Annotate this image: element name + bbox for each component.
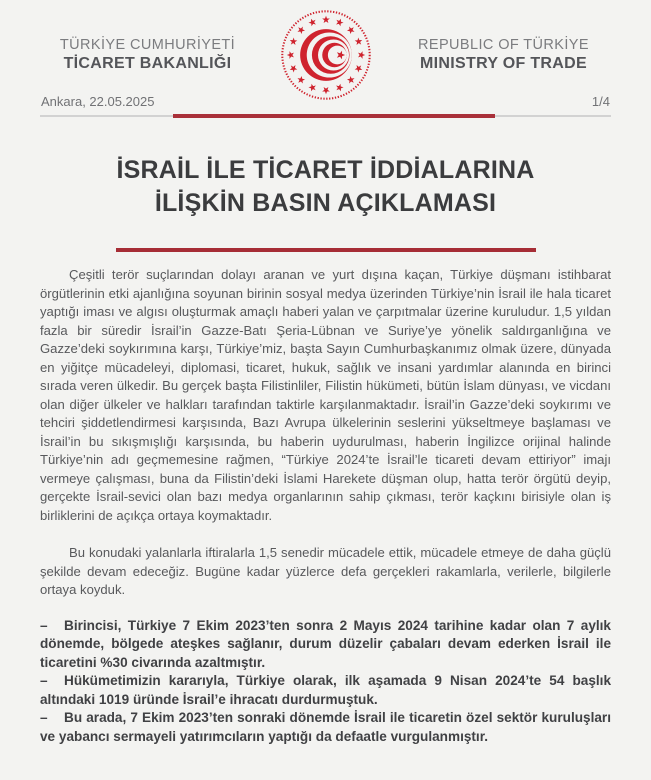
bullet-text: Bu arada, 7 Ekim 2023’ten sonraki dönemde İsrail ile ticaretin özel sektör kuruluşları ve yabancı sermayeli yatırımcıların yaptığı da defaatle vurgulanmıştır.: [40, 710, 611, 744]
bullet-text: Hükümetimizin kararıyla, Türkiye olarak, ilk aşamada 9 Nisan 2024’te 54 başlık altındaki 1019 üründe İsrail’e ihracatı durdurmuştuk.: [40, 673, 611, 707]
org-name-en-line1: REPUBLIC OF TÜRKİYE: [418, 37, 589, 53]
org-name-tr-line1: TÜRKİYE CUMHURİYETİ: [59, 37, 236, 53]
org-name-tr-line2: TİCARET BAKANLIĞI: [63, 55, 232, 73]
bullet-item-3: [40, 709, 611, 746]
bullet-text: Birincisi, Türkiye 7 Ekim 2023’ten sonra 2 Mayıs 2024 tarihine kadar olan 7 aylık dönemde, bölgede ateşkes sağlanır, durum düzelir çabaları devam ederken İsrail ile ticaretini %30 civarında azaltmıştır.: [40, 617, 611, 670]
title-divider: [116, 248, 536, 252]
org-name-english: [386, 36, 621, 74]
bullet-marker: –: [40, 710, 48, 725]
bullet-marker: –: [40, 617, 48, 633]
paragraph-1: Çeşitli terör suçlarından dolayı aranan ve yurt dışına kaçan, Türkiye düşmanı istihbarat örgütlerinin etki ajanlığına soyunan birinin sosyal medya üzerinden Türkiye’nin İsrail ile hala ticaret yaptığı iması ve algısı oluşturmak amaçlı haberi yalan ve çarpıtmalar üzerine kuruludur. 1,5 yıldan fazla bir süredir İsrail’in Gazze-Batı Şeria-Lübnan ve Suriye’ye yönelik saldırganlığına ve Gazze’deki soykırımına karşı, Türkiye’miz, başta Sayın Cumhurbaşkanımız olmak üzere, dünyada en yiğitçe mücadeleyi, diplomasi, ticaret, hukuk, sağlık ve insani yardımlar alanında en birinci sırada veren ülkedir. Bu gerçek başta Filistinliler, Filistin hükümeti, bütün İslam dünyası, ve vicdanı olan diğer ülkeler ve halkları tarafından taktirle karşılanmaktadır. İsrail’in Gazze’deki soykırımı ve tehciri şiddetlendirmesi karşısında, Bazı Avrupa ülkelerinin seslerini yükseltmeye başlaması ve İsrail’in bu sıkışmışlığı karşısında, bu haberin uydurulması, haberin İngilizce orijinal halinde Türkiye’nin adı geçmemesine rağmen, “Türkiye 2024’te İsrail’le ticareti devam ettiriyor” imajı vermeye çalışması, buna da Filistin’deki İslami Harekete düşman olup, hatta terör örgütü deyip, gerçekte İsrail-sevici olan bazı medya organlarının sahip çıkması, terör kaçkını birisiyle olan iş birliklerini de açıkça ortaya koymaktadır.: [40, 267, 611, 523]
org-name-en-line2: MINISTRY OF TRADE: [420, 55, 587, 73]
bullet-item-1: [40, 617, 611, 673]
dateline: Ankara, 22.05.2025: [41, 94, 155, 109]
header-rule: [40, 114, 611, 118]
org-name-turkish: [30, 36, 265, 74]
page-title: [0, 154, 651, 220]
header-rule-red: [173, 114, 495, 118]
page-title-line1: İSRAİL İLE TİCARET İDDİALARINA: [116, 156, 535, 184]
paragraph-2: Bu konudaki yalanlarla iftiralarla 1,5 senedir mücadele ettik, mücadele etmeye de daha güçlü şekilde devam edeceğiz. Bugüne kadar yüzlerce defa gerçekleri rakamlarla, verilerle, bilgilerle ortaya koyduk.: [40, 545, 611, 597]
bullet-marker: –: [40, 673, 48, 688]
ministry-of-trade-emblem-icon: [279, 8, 373, 102]
page-title-line2: İLİŞKİN BASIN AÇIKLAMASI: [154, 189, 497, 217]
header: [0, 0, 651, 118]
body-text: [40, 266, 611, 746]
bullet-list: [40, 617, 611, 747]
page-indicator: 1/4: [591, 94, 610, 109]
bullet-item-2: [40, 672, 611, 709]
